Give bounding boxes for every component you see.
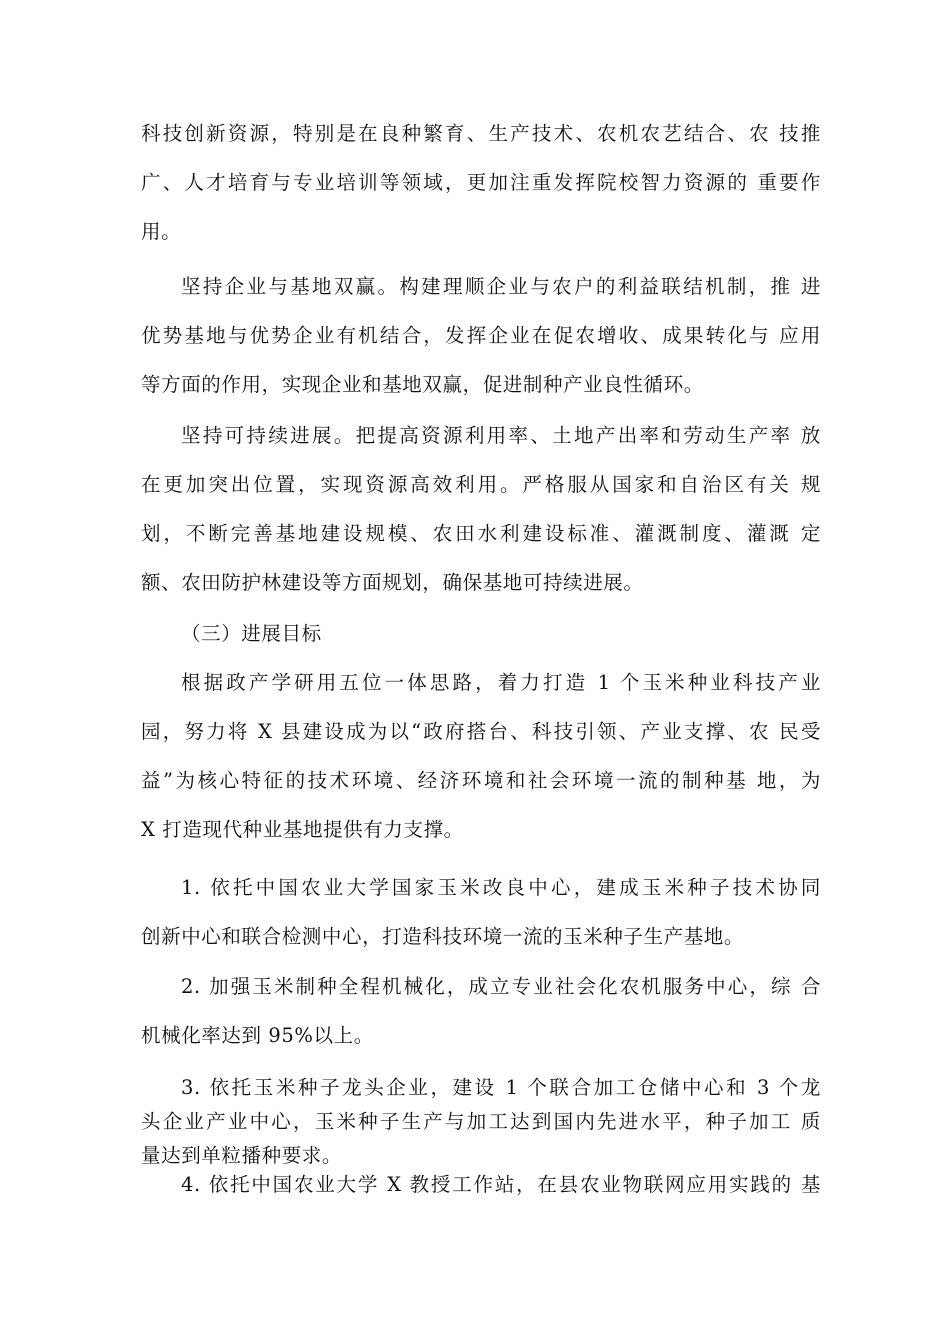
text-line: 2. 加强玉米制种全程机械化，成立专业社会化农机服务中心，综 合 [181, 975, 821, 998]
text-line: 划，不断完善基地建设规模、农田水利建设标准、灌溉制度、灌溉 定 [141, 522, 821, 545]
paragraph-sustainable [141, 411, 821, 607]
paragraph-win-win [141, 262, 821, 409]
text-line: 益”为核心特征的技术环境、经济环境和社会环境一流的制种基 地，为 [141, 769, 821, 792]
text-line: 4. 依托中国农业大学 X 教授工作站，在县农业物联网应用实践的 基 [181, 1173, 821, 1196]
text-line: 等方面的作用，实现企业和基地双赢，促进制种产业良性循环。 [141, 373, 704, 396]
text-line: 1. 依托中国农业大学国家玉米改良中心，建成玉米种子技术协同 [181, 876, 821, 899]
text-line: 科技创新资源，特别是在良种繁育、生产技术、农机农艺结合、农 技推 [141, 122, 821, 145]
section-heading: （三）进展目标 [181, 622, 322, 645]
text-line: 机械化率达到 95%以上。 [141, 1024, 374, 1047]
text-line: 量达到单粒播种要求。 [141, 1144, 343, 1167]
paragraph-goal-1 [141, 863, 821, 961]
text-line: 坚持可持续进展。把提高资源利用率、土地产出率和劳动生产率 放 [181, 424, 821, 447]
text-line: 坚持企业与基地双赢。构建理顺企业与农户的利益联结机制，推 进 [181, 275, 821, 298]
paragraph-goals-intro [141, 658, 821, 854]
text-line: 在更加突出位置，实现资源高效利用。严格服从国家和自治区有关 规 [141, 473, 821, 496]
text-line: 根据政产学研用五位一体思路，着力打造 1 个玉米种业科技产业 [181, 671, 821, 694]
text-line: 头企业产业中心，玉米种子生产与加工达到国内先进水平，种子加工 质 [141, 1110, 821, 1133]
text-line: X 打造现代种业基地提供有力支撑。 [141, 818, 464, 841]
text-line: 广、人才培育与专业培训等领域，更加注重发挥院校智力资源的 重要作 [141, 171, 821, 194]
text-line: 用。 [141, 220, 182, 243]
paragraph-tech-resources [141, 109, 821, 256]
text-line: 园，努力将 X 县建设成为以“政府搭台、科技引领、产业支撑、农 民受 [141, 720, 821, 743]
paragraph-goal-3 [141, 1071, 821, 1173]
paragraph-goal-2 [141, 962, 821, 1060]
text-line: 3. 依托玉米种子龙头企业，建设 1 个联合加工仓储中心和 3 个龙 [181, 1076, 821, 1099]
text-line: 创新中心和联合检测中心，打造科技环境一流的玉米种子生产基地。 [141, 925, 745, 948]
text-line: 优势基地与优势企业有机结合，发挥企业在促农增收、成果转化与 应用 [141, 324, 821, 347]
text-line: 额、农田防护林建设等方面规划，确保基地可持续进展。 [141, 571, 644, 594]
paragraph-goal-4 [141, 1160, 821, 1209]
